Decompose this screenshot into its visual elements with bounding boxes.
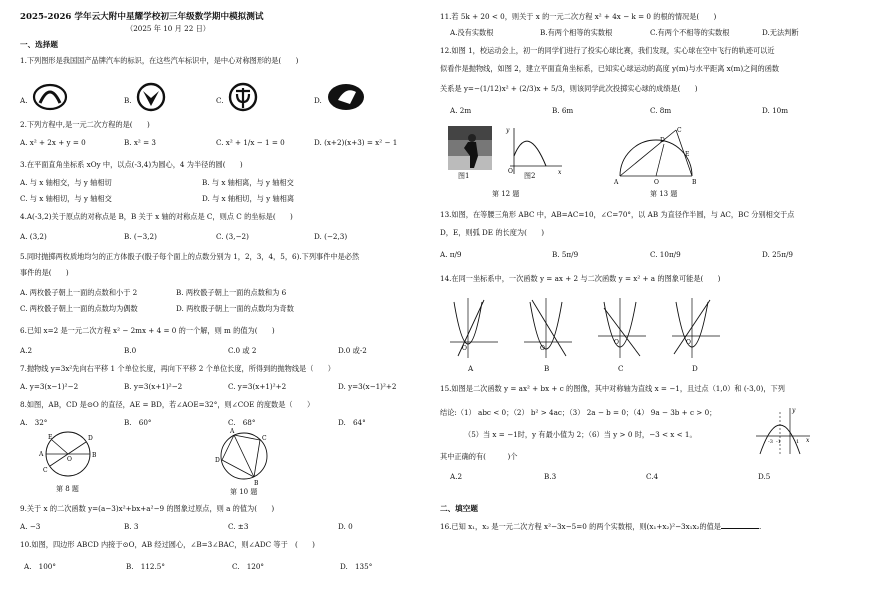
caption-q12: 第 12 题 [492, 190, 520, 198]
q15-opt-b: B.3 [544, 472, 557, 481]
q3-opt-b: B. 与 x 轴相离，与 y 轴相交 [202, 178, 294, 187]
svg-text:A: A [230, 428, 235, 435]
svg-text:A: A [39, 451, 44, 458]
q1-opt-b: B. [124, 96, 132, 105]
car-logo-c-icon [228, 82, 258, 112]
q10-opt-a: A. 100° [24, 562, 56, 571]
q7-opt-a: A. y=3(x−1)²−2 [20, 382, 79, 391]
car-logo-a-icon [32, 83, 68, 111]
q8-opt-a: A. 32° [20, 418, 48, 427]
q14-opt-c: C [618, 364, 624, 373]
q11-opt-c: C.有两个不相等的实数根 [650, 28, 730, 37]
q5-stem-cont: 事件的是( ) [20, 268, 69, 277]
figure-q15-parabola [754, 406, 812, 456]
svg-text:O: O [654, 179, 659, 186]
q6-opt-c: C.0 或 2 [228, 346, 257, 355]
q11-opt-a: A.没有实数根 [450, 28, 494, 37]
q5-opt-d: D. 两枚骰子朝上一面的点数均为奇数 [176, 304, 294, 313]
figure-q10-circle [212, 426, 276, 486]
q5-opt-a: A. 两枚骰子朝上一面的点数和小于 2 [20, 288, 138, 297]
car-logo-d-icon [326, 82, 366, 112]
q12-opt-b: B. 6m [552, 106, 574, 115]
q15-opt-c: C.4 [646, 472, 659, 481]
figure-q13-semicircle [614, 126, 704, 188]
q5-opt-b: B. 两枚骰子朝上一面的点数和为 6 [176, 288, 287, 297]
svg-text:C: C [43, 467, 48, 474]
figure-q12-photo [448, 126, 492, 170]
q6-stem: 6.已知 x=2 是一元二次方程 x² − 2mx + 4 = 0 的一个解，则 m 的值为( ) [20, 326, 275, 335]
q15-stem-4: 其中正确的有( )个 [440, 452, 518, 461]
q16-text: 16.已知 x₁，x₂ 是一元二次方程 x²−3x−5=0 的两个实数根，则(x₁+x₂)²−3x₁x₂的值是 [440, 522, 721, 531]
svg-text:O: O [540, 345, 545, 352]
q12-stem-2: 似看作是抛物线，如图 2，建立平面直角坐标系，已知实心球运动的高度 y(m)与水平距离 x(m)之间的函数 [440, 64, 780, 73]
q10-stem: 10.如图，四边形 ABCD 内接于⊙O，AB 经过圆心，∠B=3∠BAC，则∠ADC 等于 ( ) [20, 540, 315, 549]
svg-text:x: x [558, 169, 562, 176]
q3-opt-c: C. 与 x 轴相切，与 y 轴相交 [20, 194, 112, 203]
svg-text:O: O [462, 345, 467, 352]
q2-opt-c: C. x² + 1/x − 1 = 0 [216, 138, 285, 147]
q7-opt-d: D. y=3(x−1)²+2 [338, 382, 397, 391]
q13-opt-b: B. 5π/9 [552, 250, 579, 259]
figure-q14-b [522, 296, 574, 360]
q10-opt-c: C. 120° [232, 562, 265, 571]
svg-text:O: O [67, 456, 72, 463]
q12-opt-d: D. 10m [762, 106, 789, 115]
q9-opt-a: A. −3 [20, 522, 41, 531]
q5-stem: 5.同时抛掷两枚质地均匀的正方体骰子(骰子每个面上的点数分别为 1，2，3，4，5，6).下列事件中是必然 [20, 252, 360, 261]
exam-date: （2025 年 10 月 22 日） [126, 24, 210, 33]
q8-stem: 8.如图，AB，CD 是⊙O 的直径，AE = BD，若∠AOE=32°，则∠COE 的度数是（ ） [20, 400, 315, 409]
q2-stem: 2.下列方程中,是一元二次方程的是( ) [20, 120, 150, 129]
q8-opt-c: C. 68° [228, 418, 256, 427]
svg-text:B: B [692, 179, 697, 186]
q16-answer-blank[interactable] [721, 522, 759, 529]
svg-text:1: 1 [796, 439, 800, 445]
q7-opt-c: C. y=3(x+1)²+2 [228, 382, 287, 391]
q11-stem: 11.若 5k + 20 < 0，则关于 x 的一元二次方程 x² + 4x − k = 0 的根的情况是( ) [440, 12, 717, 21]
svg-text:E: E [48, 434, 53, 441]
q14-opt-a: A [468, 364, 474, 373]
q8-opt-b: B. 60° [124, 418, 152, 427]
q9-opt-d: D. 0 [338, 522, 353, 531]
figure-q14-a [448, 296, 500, 360]
svg-text:D: D [660, 137, 665, 144]
q1-opt-a: A. [20, 96, 28, 105]
q2-opt-a: A. x² + 2x + y = 0 [20, 138, 86, 147]
q11-opt-d: D.无法判断 [762, 28, 799, 37]
svg-text:O: O [686, 339, 691, 346]
q6-opt-d: D.0 或-2 [338, 346, 367, 355]
svg-text:-1: -1 [776, 439, 781, 445]
q14-stem: 14.在同一坐标系中，一次函数 y = ax + 2 与二次函数 y = x² + a 的图象可能是( ) [440, 274, 721, 283]
svg-text:C: C [262, 435, 267, 442]
q15-stem-2: 结论:（1） abc < 0；（2） b² > 4ac；（3） 2a − b = 0；（4） 9a − 3b + c > 0； [440, 408, 717, 417]
svg-text:D: D [215, 457, 220, 464]
q15-opt-d: D.5 [758, 472, 771, 481]
figure-q12-graph [506, 126, 564, 176]
section-fill: 二、填空题 [440, 504, 478, 513]
q14-opt-d: D [692, 364, 698, 373]
q5-opt-c: C. 两枚骰子朝上一面的点数均为偶数 [20, 304, 138, 313]
q13-stem: 13.如图，在等腰三角形 ABC 中，AB=AC=10，∠C=70°，以 AB 为直径作半圆，与 AC，BC 分别相交于点 [440, 210, 795, 219]
q9-stem: 9.关于 x 的二次函数 y=(a−3)x²+bx+a²−9 的图象过原点，则 a 的值为( ) [20, 504, 275, 513]
q9-opt-b: B. 3 [124, 522, 139, 531]
q13-opt-a: A. π/9 [440, 250, 462, 259]
exam-title: 2025-2026 学年云大附中星耀学校初三年级数学期中模拟测试 [20, 12, 264, 22]
caption-q12-fig2: 图2 [524, 172, 536, 180]
q12-opt-c: C. 8m [650, 106, 672, 115]
svg-text:O: O [508, 168, 513, 175]
q15-stem: 15.如图是二次函数 y = ax² + bx + c 的图像，其中对称轴为直线 x = −1，且过点（1,0）和 (-3,0)，下列 [440, 384, 785, 393]
q13-opt-c: C. 10π/9 [650, 250, 681, 259]
car-logo-b-icon [136, 82, 166, 112]
q4-opt-d: D. (−2,3) [314, 232, 348, 241]
q12-stem-3: 关系是 y=−(1/12)x² + (2/3)x + 5/3，则该同学此次投掷实心球的成绩是( ) [440, 84, 698, 93]
q4-opt-b: B. (−3,2) [124, 232, 157, 241]
figure-q14-d [670, 296, 722, 360]
svg-text:D: D [88, 435, 93, 442]
q7-opt-b: B. y=3(x+1)²−2 [124, 382, 183, 391]
svg-text:O: O [614, 339, 619, 346]
q4-opt-c: C. (3,−2) [216, 232, 249, 241]
q13-stem-2: D，E，则弧 DE 的长度为( ) [440, 228, 545, 237]
q15-stem-3: （5）当 x = −1时，y 有最小值为 2；（6）当 y > 0 时，−3 < x < 1。 [464, 430, 697, 439]
svg-text:y: y [506, 127, 510, 134]
svg-text:A: A [614, 179, 619, 186]
caption-q13: 第 13 题 [650, 190, 678, 198]
svg-text:B: B [254, 480, 259, 487]
q9-opt-c: C. ±3 [228, 522, 249, 531]
svg-text:x: x [806, 437, 810, 444]
q8-opt-d: D. 64° [338, 418, 366, 427]
q4-stem: 4.A(-3,2)关于原点的对称点是 B，B 关于 x 轴的对称点是 C，则点 C 的坐标是( ) [20, 212, 293, 221]
q6-opt-a: A.2 [20, 346, 33, 355]
svg-text:-3: -3 [768, 439, 773, 445]
q3-opt-a: A. 与 x 轴相交，与 y 轴相切 [20, 178, 112, 187]
q3-stem: 3.在平面直角坐标系 xOy 中，以点(-3,4)为圆心，4 为半径的圆( ) [20, 160, 243, 169]
q1-opt-c: C. [216, 96, 224, 105]
q11-opt-b: B.有两个相等的实数根 [540, 28, 613, 37]
caption-fig10: 第 10 题 [230, 488, 258, 496]
svg-text:B: B [92, 452, 97, 459]
svg-text:C: C [677, 127, 682, 134]
caption-fig8: 第 8 题 [56, 485, 79, 493]
q10-opt-d: D. 135° [340, 562, 373, 571]
q14-opt-b: B [544, 364, 550, 373]
section-choice: 一、选择题 [20, 40, 58, 49]
q1-opt-d: D. [314, 96, 322, 105]
q2-opt-b: B. x² = 3 [124, 138, 156, 147]
svg-text:E: E [685, 151, 690, 158]
figure-q8-circle [36, 426, 100, 482]
q12-opt-a: A. 2m [450, 106, 472, 115]
q7-stem: 7.抛物线 y=3x²先向右平移 1 个单位长度，再向下平移 2 个单位长度，所得到的抛物线是（ ） [20, 364, 335, 373]
q1-stem: 1.下列图形是我国国产品牌汽车的标识，在这些汽车标识中，是中心对称图形的是( ) [20, 56, 299, 65]
q3-opt-d: D. 与 x 轴相切，与 y 轴相离 [202, 194, 295, 203]
svg-text:y: y [792, 407, 796, 414]
q10-opt-b: B. 112.5° [126, 562, 165, 571]
q16-stem: 16.已知 x₁，x₂ 是一元二次方程 x²−3x−5=0 的两个实数根，则(x₁+x₂)²−3x₁x₂的值是 . [440, 522, 762, 531]
q4-opt-a: A. (3,2) [20, 232, 47, 241]
q2-opt-d: D. (x+2)(x+3) = x² − 1 [314, 138, 398, 147]
q13-opt-d: D. 25π/9 [762, 250, 793, 259]
figure-q14-c [596, 296, 648, 360]
q15-opt-a: A.2 [450, 472, 463, 481]
q12-stem: 12.如图 1，校运动会上，初一的同学们进行了投实心球比赛，我们发现，实心球在空中飞行的轨迹可以近 [440, 46, 775, 55]
caption-q12-fig1: 图1 [458, 172, 470, 180]
q6-opt-b: B.0 [124, 346, 137, 355]
